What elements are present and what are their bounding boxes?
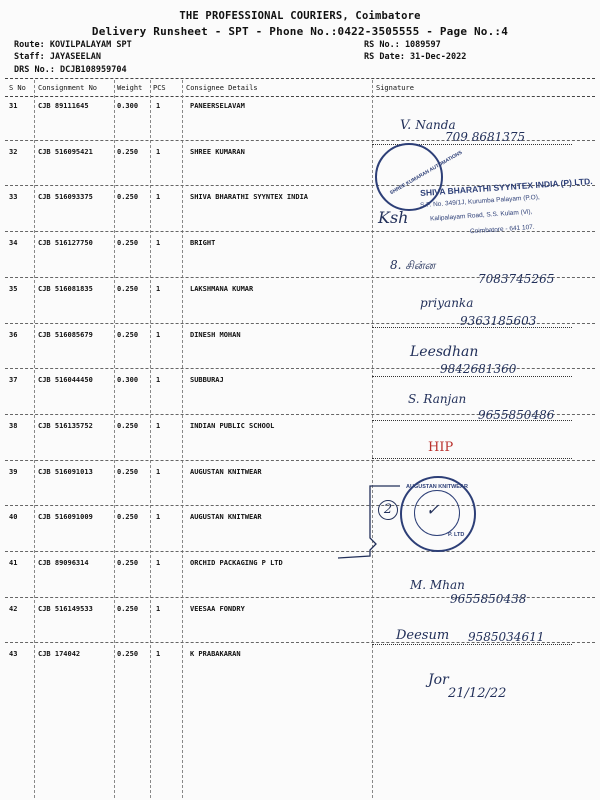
row-consignee: ORCHID PACKAGING P LTD <box>190 559 283 567</box>
signature-37-phone: 9655850486 <box>478 408 555 422</box>
augustan-stamp-text: AUGUSTAN KNITWEAR <box>406 484 468 490</box>
signature-42-phone: 9585034611 <box>468 630 545 644</box>
row-weight: 0.250 <box>117 331 139 339</box>
row-sno: 33 <box>9 193 18 201</box>
signature-41: M. Mhan <box>410 578 465 592</box>
row-consignment-no: CJB 174042 <box>38 650 81 658</box>
augustan-stamp-sub: P. LTD <box>448 532 465 538</box>
staff-label: Staff: JAYASEELAN <box>14 52 101 62</box>
row-consignment-no: CJB 516044450 <box>38 376 93 384</box>
row-consignment-no: CJB 516127750 <box>38 239 93 247</box>
row-sno: 42 <box>9 605 18 613</box>
row-weight: 0.250 <box>117 559 139 567</box>
route-label: Route: KOVILPALAYAM SPT <box>14 40 132 50</box>
company-stamp-address-1: S.F. No. 349/1J, Kurumba Palayam (P.O), <box>419 193 540 210</box>
row-weight: 0.250 <box>117 468 139 476</box>
row-pcs: 1 <box>156 513 161 521</box>
signature-35-phone: 9363185603 <box>460 314 537 328</box>
row-consignment-no: CJB 89096314 <box>38 559 89 567</box>
header-bottom-rule <box>5 96 595 97</box>
row-weight: 0.250 <box>117 605 139 613</box>
row-consignee: VEESAA FONDRY <box>190 605 245 613</box>
signature-line <box>372 458 572 459</box>
rs-number: RS No.: 1089597 <box>364 40 441 50</box>
signature-39: ✓ <box>426 500 440 519</box>
col-header-pcs: PCS <box>153 84 166 92</box>
company-stamp-address-2: Kalipalayam Road, S.S. Kulam (Vi), <box>429 208 533 223</box>
row-pcs: 1 <box>156 559 161 567</box>
column-divider <box>150 80 151 798</box>
runsheet-title: Delivery Runsheet - SPT - Phone No.:0422-3505555 - Page No.:4 <box>91 25 509 38</box>
row-pcs: 1 <box>156 468 161 476</box>
header-top-rule <box>5 78 595 79</box>
signature-34-phone: 7083745265 <box>478 272 555 286</box>
signature-34: 8. சின்ன <box>390 258 436 272</box>
row-separator <box>5 505 595 506</box>
signature-43: Jor <box>428 672 449 688</box>
signature-line <box>372 376 572 377</box>
row-sno: 43 <box>9 650 18 658</box>
row-pcs: 1 <box>156 285 161 293</box>
signature-31-phone: 709 8681375 <box>445 130 526 144</box>
signature-33: Ksh <box>378 208 409 227</box>
row-sno: 32 <box>9 148 18 156</box>
signature-37-name: S. Ranjan <box>408 392 467 406</box>
row-consignment-no: CJB 516095421 <box>38 148 93 156</box>
col-header-sno: S No <box>9 84 26 92</box>
row-pcs: 1 <box>156 102 161 110</box>
row-consignment-no: CJB 516085679 <box>38 331 93 339</box>
row-consignee: AUGUSTAN KNITWEAR <box>190 468 262 476</box>
company-title: THE PROFESSIONAL COURIERS, Coimbatore <box>179 10 421 22</box>
row-consignee: PANEERSELAVAM <box>190 102 245 110</box>
col-header-weight: Weight <box>117 84 143 92</box>
signature-38: HIP <box>428 440 454 455</box>
row-weight: 0.250 <box>117 422 139 430</box>
row-sno: 40 <box>9 513 18 521</box>
signature-35-name: priyanka <box>420 296 474 310</box>
row-consignee: SHREE KUMARAN <box>190 148 245 156</box>
row-weight: 0.250 <box>117 193 139 201</box>
row-weight: 0.250 <box>117 239 139 247</box>
row-sno: 39 <box>9 468 18 476</box>
signature-31: V. Nanda <box>400 118 456 133</box>
row-weight: 0.300 <box>117 102 139 110</box>
company-stamp-name: SHIVA BHARATHI SYYNTEX INDIA (P) LTD. <box>419 175 593 199</box>
row-pcs: 1 <box>156 239 161 247</box>
round-stamp-text: SHREE KUMARAN AUTOMATIONS <box>389 149 464 197</box>
col-header-consignee: Consignee Details <box>186 84 258 92</box>
row-pcs: 1 <box>156 193 161 201</box>
row-sno: 35 <box>9 285 18 293</box>
row-consignment-no: CJB 516081835 <box>38 285 93 293</box>
row-sno: 36 <box>9 331 18 339</box>
row-sno: 41 <box>9 559 18 567</box>
row-consignee: INDIAN PUBLIC SCHOOL <box>190 422 275 430</box>
row-consignment-no: CJB 516091009 <box>38 513 93 521</box>
signature-42: Deesum <box>396 628 450 643</box>
row-consignment-no: CJB 516149533 <box>38 605 93 613</box>
signature-36: Leesdhan <box>410 344 479 360</box>
row-consignment-no: CJB 516091013 <box>38 468 93 476</box>
row-separator <box>5 551 595 552</box>
signature-line <box>372 644 572 645</box>
row-weight: 0.250 <box>117 148 139 156</box>
row-consignee: LAKSHMANA KUMAR <box>190 285 254 293</box>
row-weight: 0.300 <box>117 376 139 384</box>
row-pcs: 1 <box>156 605 161 613</box>
row-sno: 31 <box>9 102 18 110</box>
row-pcs: 1 <box>156 331 161 339</box>
col-header-consignment: Consignment No <box>38 84 98 92</box>
row-consignee: BRIGHT <box>190 239 216 247</box>
row-weight: 0.250 <box>117 513 139 521</box>
column-divider <box>372 80 373 798</box>
rs-date: RS Date: 31-Dec-2022 <box>364 52 467 62</box>
row-pcs: 1 <box>156 148 161 156</box>
column-divider <box>114 80 115 798</box>
row-sno: 37 <box>9 376 18 384</box>
company-stamp-address-3: Coimbatore - 641 107. <box>469 223 535 236</box>
row-consignee: AUGUSTAN KNITWEAR <box>190 513 262 521</box>
signature-line <box>372 420 572 421</box>
signature-43-date: 21/12/22 <box>448 686 507 701</box>
drs-number: DRS No.: DCJB108959704 <box>14 65 127 75</box>
row-weight: 0.250 <box>117 650 139 658</box>
row-pcs: 1 <box>156 650 161 658</box>
row-consignee: DINESH MOHAN <box>190 331 241 339</box>
row-consignment-no: CJB 516135752 <box>38 422 93 430</box>
row-weight: 0.250 <box>117 285 139 293</box>
boxed-number: 2 <box>378 500 398 520</box>
row-consignee: K PRABAKARAN <box>190 650 241 658</box>
row-consignment-no: CJB 516093375 <box>38 193 93 201</box>
row-consignee: SUBBURAJ <box>190 376 224 384</box>
row-consignment-no: CJB 89111645 <box>38 102 89 110</box>
signature-36-phone: 9842681360 <box>440 362 517 376</box>
row-consignee: SHIVA BHARATHI SYYNTEX INDIA <box>190 193 309 201</box>
row-sno: 38 <box>9 422 18 430</box>
row-sno: 34 <box>9 239 18 247</box>
column-divider <box>182 80 183 798</box>
signature-line <box>372 327 572 328</box>
signature-41-phone: 9655850438 <box>450 592 527 606</box>
row-pcs: 1 <box>156 422 161 430</box>
col-header-signature: Signature <box>376 84 414 92</box>
column-divider <box>34 80 35 798</box>
row-pcs: 1 <box>156 376 161 384</box>
row-separator <box>5 460 595 461</box>
